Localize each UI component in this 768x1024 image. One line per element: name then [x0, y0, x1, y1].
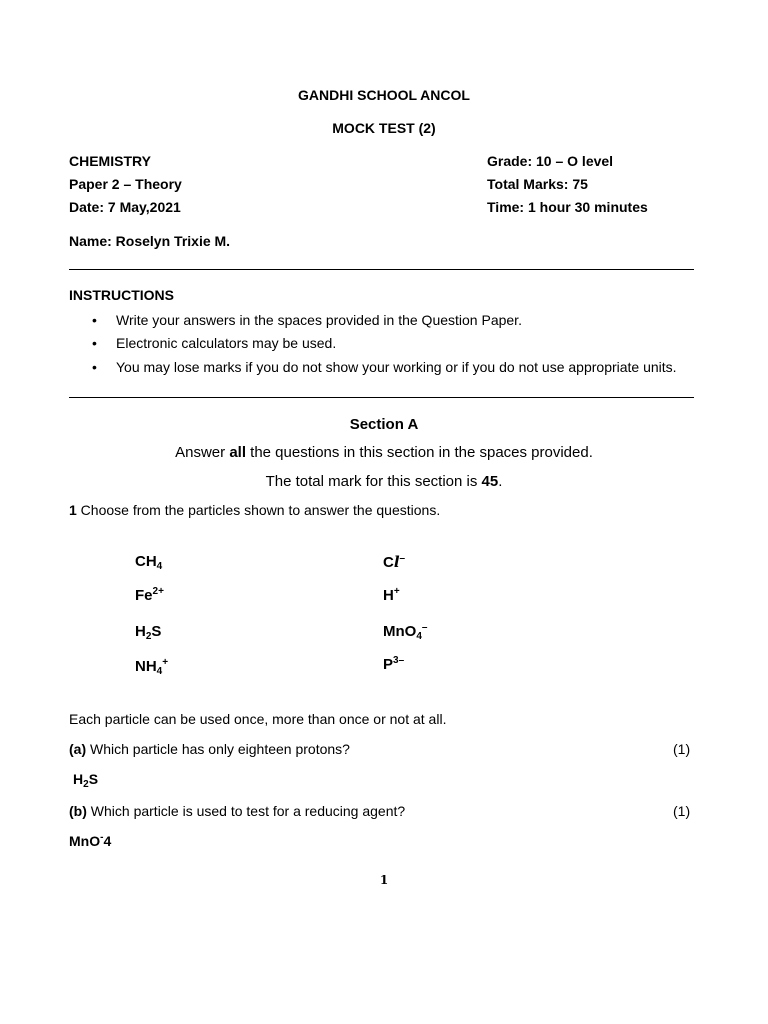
- section-instruction: Answer all the questions in this section in the spaces provided.: [175, 444, 593, 461]
- particle-usage-note: Each particle can be used once, more than once or not at all.: [69, 711, 447, 727]
- particle-h2s: $H_2S$: [135, 623, 162, 642]
- particle-nh4: $NH_4^+$: [135, 657, 169, 677]
- particle-ch4: $CH_4$: [135, 553, 163, 572]
- divider: [69, 269, 694, 270]
- instructions-heading: INSTRUCTIONS: [69, 287, 174, 303]
- total-marks: Total Marks: 75: [487, 176, 588, 192]
- bullet-icon: •: [92, 359, 97, 375]
- instruction-item: • Write your answers in the spaces provided in the Question Paper.: [92, 312, 522, 328]
- particle-mno4: MnO$_4$–: [383, 622, 428, 642]
- subject: CHEMISTRY: [69, 153, 151, 169]
- test-title: MOCK TEST (2): [332, 120, 436, 136]
- answer-1a: $H_2S$: [73, 771, 99, 790]
- instruction-item: • You may lose marks if you do not show your working or if you do not use appropriate units.: [92, 359, 677, 375]
- question-1-prompt: 1 Choose from the particles shown to answer the questions.: [69, 502, 441, 518]
- question-1a-marks: (1): [673, 741, 691, 757]
- section-total: The total mark for this section is 45.: [265, 473, 503, 490]
- section-title: Section A: [349, 416, 419, 433]
- page-number: 1: [379, 873, 389, 887]
- divider: [69, 397, 694, 398]
- school-name: GANDHI SCHOOL ANCOL: [298, 87, 470, 103]
- student-name: Name: Roselyn Trixie M.: [69, 233, 231, 249]
- exam-time: Time: 1 hour 30 minutes: [487, 199, 648, 215]
- particle-h: H+: [383, 586, 400, 604]
- bullet-icon: •: [92, 312, 97, 328]
- particle-fe2: $Fe^{2+}$: [135, 586, 164, 604]
- grade: Grade: 10 – O level: [487, 153, 614, 169]
- instruction-item: • Electronic calculators may be used.: [92, 335, 337, 351]
- paper: Paper 2 – Theory: [69, 176, 182, 192]
- question-1a: (a) Which particle has only eighteen protons?: [69, 741, 350, 757]
- particle-p3: $P^{3-}$: [383, 655, 405, 673]
- exam-date: Date: 7 May,2021: [69, 199, 181, 215]
- particle-cl: Cl–: [383, 553, 406, 571]
- question-1b-marks: (1): [673, 803, 691, 819]
- question-1b: (b) Which particle is used to test for a reducing agent?: [69, 803, 406, 819]
- bullet-icon: •: [92, 335, 97, 351]
- answer-1b: MnO-4: [69, 832, 112, 849]
